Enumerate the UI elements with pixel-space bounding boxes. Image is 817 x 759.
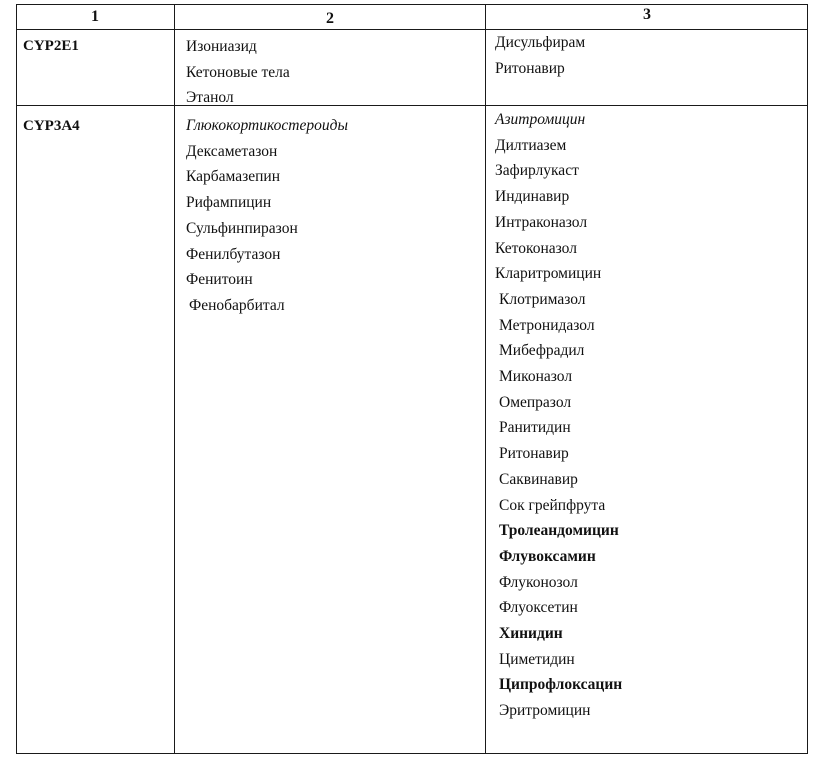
list-item: Фенилбутазон [186,245,281,263]
column-divider-2 [485,4,486,754]
list-item: Циметидин [499,650,575,668]
list-item: Кларитромицин [495,265,602,283]
list-item: Этанол [186,89,234,107]
list-item: Эритромицин [499,702,591,720]
list-item: Ритонавир [495,59,565,77]
inhibitors-list [495,107,622,724]
list-item: Флуоксетин [499,599,578,617]
list-item: Сульфинпиразон [186,219,298,237]
list-item: Клотримазол [499,290,586,308]
header-col-1: 1 [91,8,99,25]
list-item: Дисульфирам [495,34,586,51]
list-item: Зафирлукаст [495,162,579,180]
list-item: Хинидин [499,625,563,643]
enzyme-cell: CYP2E1 [23,38,79,54]
list-item: Метронидазол [499,316,595,334]
list-item: Флуконозол [499,573,578,591]
list-item: Тролеандомицин [499,522,619,540]
row-divider [16,105,808,106]
list-item: Фенобарбитал [189,296,285,314]
enzyme-cell: CYP3A4 [23,118,80,134]
header-col-3: 3 [643,6,651,23]
inhibitors-list [495,30,585,81]
list-item: Миконазол [499,368,573,386]
list-item: Омепразол [499,393,572,411]
list-item: Карбамазепин [186,168,280,186]
list-item: Флувоксамин [499,547,596,565]
header-divider [16,29,808,30]
list-item: Дексаметазон [186,142,278,160]
list-item: Рифампицин [186,194,272,212]
list-item: Кетоновые тела [186,63,290,81]
list-item: Глюкокортикостероиды [186,117,348,134]
column-divider-1 [174,4,175,754]
list-item: Саквинавир [499,470,578,488]
inducers-list [186,113,348,319]
inducers-list [186,34,290,111]
list-item: Интраконазол [495,213,588,231]
list-item: Дилтиазем [495,136,567,154]
list-item: Ритонавир [499,445,569,463]
list-item: Индинавир [495,188,570,206]
list-item: Мибефрадил [499,342,585,360]
header-col-2: 2 [326,10,334,27]
list-item: Изониазид [186,38,257,55]
list-item: Азитромицин [495,111,586,128]
list-item: Ципрофлоксацин [499,676,623,694]
list-item: Фенитоин [186,271,253,289]
list-item: Сок грейпфрута [499,496,606,514]
list-item: Кетоконазол [495,239,577,257]
drug-interaction-table [16,4,808,754]
list-item: Ранитидин [499,419,571,437]
